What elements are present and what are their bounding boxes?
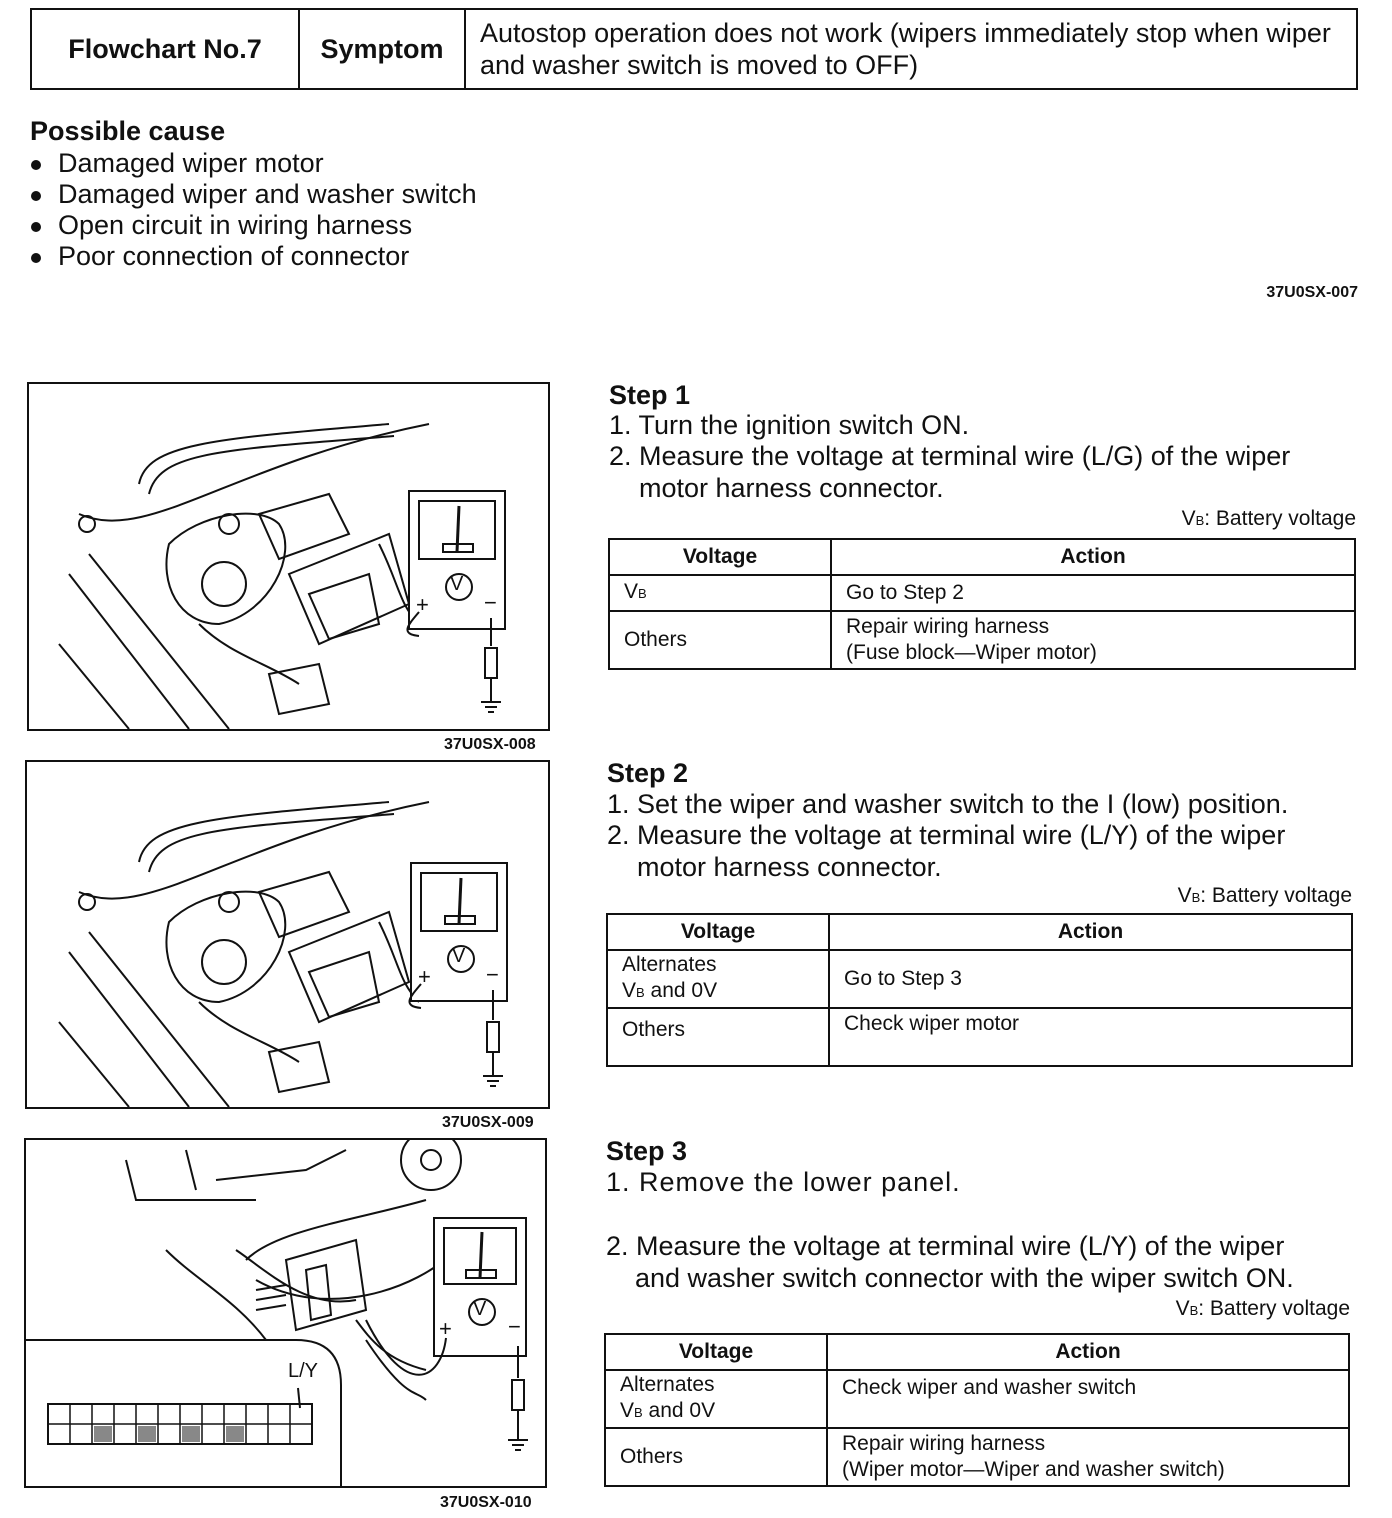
plus-terminal: +: [418, 964, 431, 989]
step-instruction: and washer switch connector with the wiper switch ON.: [635, 1263, 1294, 1293]
step-title: Step 2: [607, 758, 689, 788]
action-cell: Check wiper motor: [829, 1008, 1352, 1066]
figure-step1: [27, 382, 550, 731]
switch-connector-illustration: [26, 1140, 545, 1486]
step3-table: [604, 1333, 1350, 1487]
action-header: Action: [831, 539, 1355, 575]
cause-item: Damaged wiper and washer switch: [30, 179, 477, 210]
plus-terminal: +: [439, 1316, 452, 1341]
voltage-cell: Others: [607, 1008, 829, 1066]
action-header: Action: [827, 1334, 1349, 1370]
cause-item: Poor connection of connector: [30, 241, 477, 272]
vb-note: VB: Battery voltage: [1181, 507, 1356, 530]
step-instruction: motor harness connector.: [637, 852, 942, 882]
possible-cause-list: [30, 148, 477, 272]
symptom-label: Symptom: [300, 10, 466, 88]
action-cell: Repair wiring harness (Fuse block—Wiper motor): [831, 611, 1355, 669]
voltage-cell: VB: [609, 575, 831, 611]
step-instruction: 2. Measure the voltage at terminal wire (L/Y) of the wiper: [607, 820, 1286, 850]
minus-terminal: −: [484, 590, 497, 615]
step-title: Step 1: [609, 380, 691, 410]
action-cell: Go to Step 3: [829, 950, 1352, 1008]
action-header: Action: [829, 914, 1352, 950]
cause-item: Damaged wiper motor: [30, 148, 477, 179]
step-instruction: 2. Measure the voltage at terminal wire (L/Y) of the wiper: [606, 1231, 1285, 1261]
action-cell: Go to Step 2: [831, 575, 1355, 611]
figure-code: 37U0SX-009: [442, 1114, 534, 1131]
flowchart-number: Flowchart No.7: [32, 10, 300, 88]
cause-item: Open circuit in wiring harness: [30, 210, 477, 241]
step-instruction: 1. Turn the ignition switch ON.: [609, 410, 970, 440]
vb-note: VB: Battery voltage: [1175, 1297, 1350, 1320]
step-instruction: motor harness connector.: [639, 473, 944, 503]
flowchart-header: [30, 8, 1358, 90]
figure-code: 37U0SX-007: [1266, 284, 1358, 301]
wire-label: L/Y: [288, 1360, 319, 1382]
voltage-header: Voltage: [607, 914, 829, 950]
step2-table: [606, 913, 1353, 1067]
minus-terminal: −: [486, 962, 499, 987]
vb-note: VB: Battery voltage: [1177, 884, 1352, 907]
voltage-header: Voltage: [609, 539, 831, 575]
meter-v-label: V: [450, 573, 464, 595]
voltage-cell: Others: [609, 611, 831, 669]
meter-v-label: V: [452, 945, 466, 967]
step-instruction: 1. Set the wiper and washer switch to the I (low) position.: [607, 789, 1289, 819]
voltage-header: Voltage: [605, 1334, 827, 1370]
step-instruction: 1. Remove the lower panel.: [606, 1167, 961, 1197]
switch-connector: [48, 1388, 312, 1444]
plus-terminal: +: [416, 592, 429, 617]
figure-step3: [24, 1138, 547, 1488]
action-cell: Check wiper and washer switch: [827, 1370, 1349, 1428]
figure-code: 37U0SX-008: [444, 736, 536, 753]
voltage-cell: Alternates VB and 0V: [607, 950, 829, 1008]
possible-cause-title: Possible cause: [30, 116, 226, 146]
step1-table: [608, 538, 1356, 670]
figure-step2: [25, 760, 550, 1109]
step-title: Step 3: [606, 1136, 688, 1166]
minus-terminal: −: [508, 1314, 521, 1339]
voltage-cell: Others: [605, 1428, 827, 1486]
meter-v-label: V: [473, 1298, 487, 1320]
action-cell: Repair wiring harness (Wiper motor—Wiper and washer switch): [827, 1428, 1349, 1486]
engine-bay-illustration: [27, 762, 548, 1107]
figure-code: 37U0SX-010: [440, 1494, 532, 1511]
symptom-text: Autostop operation does not work (wipers immediately stop when wiper and washer switch is moved to OFF): [480, 18, 1331, 80]
engine-bay-illustration: [29, 384, 548, 729]
step-instruction: 2. Measure the voltage at terminal wire (L/G) of the wiper: [609, 441, 1291, 471]
voltage-cell: Alternates VB and 0V: [605, 1370, 827, 1428]
